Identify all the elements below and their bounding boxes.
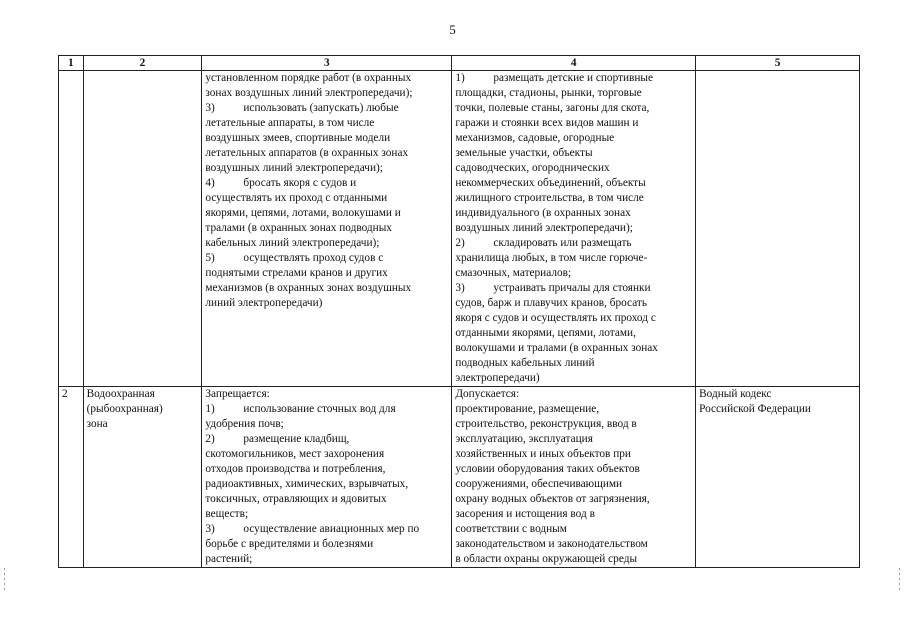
line-text: якорями, цепями, лотами, волокушами и (205, 207, 401, 219)
line-text: бросать якоря с судов и (243, 177, 357, 189)
text-line (205, 387, 448, 402)
text-line (455, 371, 692, 386)
line-text: Допускается: (455, 388, 520, 400)
line-text: осуществлять их проход с отданными (205, 192, 388, 204)
text-line (455, 191, 692, 206)
list-item-number: 4) (205, 177, 215, 189)
list-item-number: 2) (205, 433, 215, 445)
text-line (455, 281, 692, 296)
line-text: удобрения почв; (205, 418, 284, 430)
permissions-cell (452, 387, 696, 568)
text-line (205, 101, 448, 116)
line-text: летательных аппаратов (в охранных зонах (205, 147, 409, 159)
line-text: веществ; (205, 508, 249, 520)
line-text: сооружениями, обеспечивающими (455, 478, 623, 490)
line-text: хранилища любых, в том числе горюче- (455, 252, 648, 264)
header-col-5: 5 (696, 56, 860, 71)
text-line (455, 266, 692, 281)
line-text: отходов производства и потребления, (205, 463, 386, 475)
text-line (205, 251, 448, 266)
header-col-3: 3 (202, 56, 452, 71)
header-col-1: 1 (59, 56, 84, 71)
restrictions-cell (202, 71, 452, 387)
line-text: скотомогильников, мест захоронения (205, 448, 385, 460)
text-line (455, 387, 692, 402)
text-line (205, 402, 448, 417)
list-item-number: 1) (205, 403, 215, 415)
line-text: механизмов, садовые, огородные (455, 132, 615, 144)
text-line (455, 522, 692, 537)
text-line (205, 492, 448, 507)
line-text: соответствии с водным (455, 523, 567, 535)
text-line (455, 101, 692, 116)
line-text: проектирование, размещение, (455, 403, 600, 415)
line-text: площадки, стадионы, рынки, торговые (455, 87, 642, 99)
line-text: эксплуатацию, эксплуатация (455, 433, 593, 445)
text-line (205, 432, 448, 447)
text-line (455, 146, 692, 161)
table-row (59, 71, 860, 387)
text-line (455, 492, 692, 507)
text-line (455, 116, 692, 131)
line-text: садоводческих, огороднических (455, 162, 610, 174)
zone-name-line: (рыбоохранная) (86, 403, 163, 415)
text-line (455, 507, 692, 522)
line-text: воздушных линий электропередачи); (455, 222, 633, 234)
row-number-cell: 2 (59, 387, 84, 568)
line-text: электропередачи) (455, 372, 540, 384)
line-text: некоммерческих объединений, объекты (455, 177, 646, 189)
list-item-number: 2) (455, 237, 465, 249)
line-text: осуществлять проход судов с (243, 252, 384, 264)
scan-edge-mark-right (899, 568, 900, 590)
text-line (455, 432, 692, 447)
line-text: установленном порядке работ (в охранных (205, 72, 412, 84)
text-line (455, 311, 692, 326)
text-line (205, 552, 448, 567)
text-line (455, 447, 692, 462)
text-line (455, 356, 692, 371)
text-line (205, 161, 448, 176)
table-body (59, 71, 860, 568)
text-line (455, 326, 692, 341)
text-line (455, 71, 692, 86)
table-row (59, 387, 860, 568)
line-text: воздушных линий электропередачи); (205, 162, 383, 174)
text-line (205, 71, 448, 86)
line-text: зонах воздушных линий электропередачи); (205, 87, 413, 99)
legal-basis-line: Водный кодекс (699, 388, 772, 400)
line-text: якоря с судов и осуществлять их проход с (455, 312, 656, 324)
text-line (205, 522, 448, 537)
line-text: земельные участки, объекты (455, 147, 593, 159)
text-line (455, 176, 692, 191)
line-text: точки, полевые станы, загоны для скота, (455, 102, 650, 114)
list-item-number: 3) (205, 102, 215, 114)
text-line (205, 507, 448, 522)
line-text: жилищного строительства, в том числе (455, 192, 644, 204)
list-item-number: 3) (455, 282, 465, 294)
zone-name-line: Водоохранная (86, 388, 155, 400)
text-line (205, 221, 448, 236)
line-text: гаражи и стоянки всех видов машин и (455, 117, 639, 129)
line-text: радиоактивных, химических, взрывчатых, (205, 478, 409, 490)
text-line (455, 131, 692, 146)
text-line (455, 552, 692, 567)
text-line (205, 281, 448, 296)
line-text: токсичных, отравляющих и ядовитых (205, 493, 387, 505)
legal-basis-line: Российской Федерации (699, 403, 811, 415)
line-text: тралами (в охранных зонах подводных (205, 222, 392, 234)
scan-edge-mark-left (4, 568, 5, 590)
line-text: кабельных линий электропередачи); (205, 237, 380, 249)
text-line (455, 251, 692, 266)
text-line (205, 296, 448, 311)
zone-name-cell (83, 71, 202, 387)
line-text: использование сточных вод для (243, 403, 396, 415)
text-line (205, 131, 448, 146)
line-text: отданными якорями, цепями, лотами, (455, 327, 636, 339)
line-text: поднятыми стрелами кранов и других (205, 267, 388, 279)
text-line (205, 236, 448, 251)
line-text: индивидуального (в охранных зонах (455, 207, 631, 219)
line-text: законодательством и законодательством (455, 538, 648, 550)
line-text: условии оборудования таких объектов (455, 463, 640, 475)
text-line (455, 86, 692, 101)
restrictions-cell (202, 387, 452, 568)
header-col-2: 2 (83, 56, 202, 71)
text-line (205, 206, 448, 221)
text-line (455, 161, 692, 176)
page-number: 5 (449, 22, 456, 37)
line-text: линий электропередачи) (205, 297, 323, 309)
zone-name-line: зона (86, 418, 108, 430)
line-text: Запрещается: (205, 388, 270, 400)
line-text: размещение кладбищ, (243, 433, 350, 445)
text-line (455, 417, 692, 432)
line-text: осуществление авиационных мер по (243, 523, 420, 535)
list-item-number: 3) (205, 523, 215, 535)
line-text: летательные аппараты, в том числе (205, 117, 375, 129)
line-text: борьбе с вредителями и болезнями (205, 538, 374, 550)
line-text: охрану водных объектов от загрязнения, (455, 493, 650, 505)
legal-basis-cell (696, 387, 860, 568)
list-item-number: 1) (455, 72, 465, 84)
line-text: волокушами и тралами (в охранных зонах (455, 342, 658, 354)
header-row (59, 56, 860, 71)
text-line (455, 477, 692, 492)
line-text: смазочных, материалов; (455, 267, 572, 279)
line-text: устраивать причалы для стоянки (493, 282, 651, 294)
line-text: размещать детские и спортивные (493, 72, 654, 84)
text-line (455, 221, 692, 236)
line-text: судов, барж и плавучих кранов, бросать (455, 297, 648, 309)
list-item-number: 5) (205, 252, 215, 264)
text-line (205, 447, 448, 462)
text-line (205, 417, 448, 432)
text-line (205, 86, 448, 101)
line-text: подводных кабельных линий (455, 357, 595, 369)
text-line (455, 341, 692, 356)
line-text: в области охраны окружающей среды (455, 553, 638, 565)
text-line (205, 116, 448, 131)
line-text: строительство, реконструкция, ввод в (455, 418, 637, 430)
line-text: использовать (запускать) любые (243, 102, 399, 114)
text-line (205, 176, 448, 191)
text-line (205, 146, 448, 161)
text-line (455, 296, 692, 311)
permissions-cell (452, 71, 696, 387)
text-line (205, 537, 448, 552)
text-line (205, 266, 448, 281)
text-line (205, 477, 448, 492)
line-text: засорения и истощения вод в (455, 508, 595, 520)
legal-basis-cell (696, 71, 860, 387)
line-text: хозяйственных и иных объектов при (455, 448, 631, 460)
line-text: складировать или размещать (493, 237, 632, 249)
line-text: растений; (205, 553, 253, 565)
text-line (455, 206, 692, 221)
line-text: механизмов (в охранных зонах воздушных (205, 282, 412, 294)
zone-name-cell (83, 387, 202, 568)
regulations-table (58, 55, 860, 568)
header-col-4: 4 (452, 56, 696, 71)
text-line (205, 462, 448, 477)
row-number-cell (59, 71, 84, 387)
text-line (455, 537, 692, 552)
text-line (455, 402, 692, 417)
line-text: воздушных змеев, спортивные модели (205, 132, 391, 144)
text-line (455, 462, 692, 477)
text-line (455, 236, 692, 251)
text-line (205, 191, 448, 206)
